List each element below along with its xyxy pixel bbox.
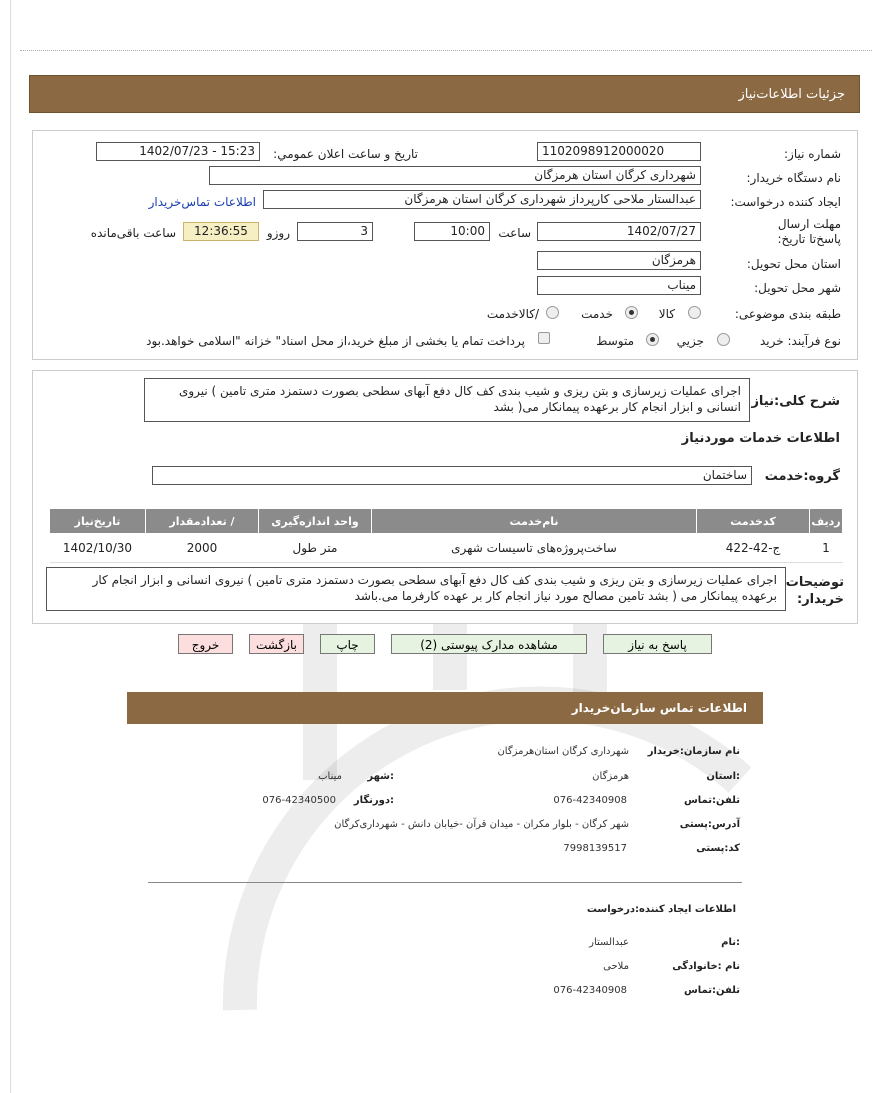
city-field: میناب bbox=[537, 276, 701, 295]
deadline-time-label: ساعت bbox=[498, 226, 531, 240]
category-option-goods-service: /کالاخدمت bbox=[486, 307, 539, 321]
process-radio-medium[interactable] bbox=[646, 333, 659, 346]
category-label: طبقه بندی موضوعی: bbox=[734, 307, 841, 321]
category-option-goods: کالا bbox=[658, 307, 675, 321]
creator-label: ايجاد كننده درخواست: bbox=[730, 195, 841, 209]
view-attachments-button[interactable]: مشاهده مدارک پیوستی (2) bbox=[391, 634, 587, 654]
creator-name-label: :نام bbox=[721, 937, 740, 948]
contact-divider bbox=[148, 882, 742, 883]
need-number-field: 1102098912000020 bbox=[537, 142, 701, 161]
exit-button[interactable]: خروج bbox=[178, 634, 233, 654]
category-radio-goods-service[interactable] bbox=[546, 306, 559, 319]
col-unit: واحد اندازه‌گیری bbox=[259, 509, 372, 534]
creator-section-title: اطلاعات ایجاد کننده:درخواست bbox=[586, 904, 736, 915]
postal-code-value: 7998139517 bbox=[563, 843, 627, 854]
buyer-notes-box: اجرای عملیات زیرسازی و بتن ریزی و شیب بندی کف کال دفع آبهای سطحی بصورت دستمزد متری تامین ) نیروی انسانی و ابزار انجام کار برعهده پیمانکار می ( بشد تامین مصالح مورد نیاز انجام کار بر عهده کارفرما می.باشد bbox=[46, 567, 786, 611]
page-top-divider bbox=[20, 50, 872, 51]
buyer-label: نام دستگاه خريدار: bbox=[746, 171, 841, 185]
province-label: استان محل تحویل: bbox=[746, 257, 841, 271]
need-number-label: شماره نیاز: bbox=[784, 147, 841, 161]
category-radio-goods[interactable] bbox=[688, 306, 701, 319]
category-radio-service[interactable] bbox=[625, 306, 638, 319]
process-label: نوع فرآیند: خرید bbox=[760, 334, 841, 348]
city-label: شهر محل تحویل: bbox=[754, 281, 841, 295]
col-service-code: کدخدمت bbox=[697, 509, 810, 534]
contact-province-value: هرمزگان bbox=[592, 771, 629, 782]
org-value: شهرداری کرگان استان‌هرمزگان bbox=[497, 746, 629, 757]
deadline-label: مهلت ارسال پاسخ‌تا تاریخ: bbox=[777, 217, 841, 246]
buyer-contact-header bbox=[127, 692, 763, 724]
service-group-label: گروه:خدمت bbox=[764, 469, 840, 484]
services-table-header bbox=[50, 509, 843, 534]
back-button[interactable]: بازگشت bbox=[249, 634, 304, 654]
page-left-border bbox=[10, 0, 11, 1093]
deadline-date-field: 1402/07/27 bbox=[537, 222, 701, 241]
postal-code-label: کد:پستی bbox=[696, 843, 740, 854]
process-option-minor: جزیي bbox=[676, 334, 704, 348]
services-table bbox=[49, 508, 843, 563]
announce-field: 1402/07/23 - 15:23 bbox=[96, 142, 260, 161]
creator-phone-label: تلفن:تماس bbox=[683, 985, 740, 996]
col-row-number: ردیف bbox=[810, 509, 843, 534]
address-label: آدرس:پستی bbox=[679, 819, 740, 830]
creator-family-label: نام :خانوادگی bbox=[672, 961, 740, 972]
deadline-time-field: 10:00 bbox=[414, 222, 490, 241]
services-section-title: اطلاعات خدمات موردنیاز bbox=[681, 431, 840, 446]
creator-name-value: عبدالستار bbox=[589, 937, 629, 948]
buyer-notes-label: توضیحات خریدار: bbox=[785, 575, 844, 607]
address-value: شهر کرگان - بلوار مکران - میدان قرآن -خیابان دانش - شهرداری‌کرگان bbox=[334, 819, 629, 830]
col-quantity: / تعدادمقدار bbox=[146, 509, 259, 534]
page-header-bar bbox=[29, 75, 860, 113]
province-field: هرمزگان bbox=[537, 251, 701, 270]
creator-family-value: ملاحی bbox=[603, 961, 629, 972]
creator-field: عبدالستار ملاحی کارپرداز شهرداری کرگان استان هرمزگان bbox=[263, 190, 701, 209]
print-button[interactable]: چاپ bbox=[320, 634, 375, 654]
reply-to-need-button[interactable]: پاسخ به نیاز bbox=[603, 634, 712, 654]
contact-city-value: میناب bbox=[318, 771, 342, 782]
contact-province-label: :استان bbox=[706, 771, 740, 782]
cell-row-number: 1 bbox=[810, 534, 843, 563]
col-need-date: تاریخ‌نیاز bbox=[50, 509, 146, 534]
creator-phone-value: 076-42340908 bbox=[553, 985, 627, 996]
remaining-time-counter: 12:36:55 bbox=[183, 222, 259, 241]
days-label: روزو bbox=[266, 226, 290, 240]
process-radio-minor[interactable] bbox=[717, 333, 730, 346]
col-service-name: نام‌خدمت bbox=[372, 509, 697, 534]
cell-unit: متر طول bbox=[259, 534, 372, 563]
summary-label: شرح کلی:نیاز bbox=[751, 394, 840, 409]
days-field: 3 bbox=[297, 222, 373, 241]
contact-fax-label: :دورنگار bbox=[353, 795, 394, 806]
buyer-contact-title: اطلاعات تماس سازمان‌خریدار bbox=[571, 701, 747, 715]
announce-label: تاریخ و ساعت اعلان عمومي: bbox=[273, 147, 418, 161]
buyer-contact-link[interactable]: اطلاعات تماس‌خريدار bbox=[148, 195, 256, 209]
table-row bbox=[50, 534, 843, 563]
treasury-payment-text: پرداخت تمام يا بخشی از مبلغ خريد،از محل اسناد" خزانه "اسلامی خواهد.بود bbox=[146, 334, 525, 348]
cell-service-name: ساخت‌پروژه‌های تاسیسات شهری bbox=[372, 534, 697, 563]
page-header-title: جزئیات اطلاعات‌نیاز bbox=[738, 87, 845, 102]
contact-city-label: :شهر bbox=[367, 771, 394, 782]
org-label: نام سازمان:خریدار bbox=[647, 746, 740, 757]
contact-phone-value: 076-42340908 bbox=[553, 795, 627, 806]
cell-need-date: 1402/10/30 bbox=[50, 534, 146, 563]
remaining-time-label: ساعت باقی‌مانده bbox=[90, 226, 176, 240]
contact-fax-value: 076-42340500 bbox=[262, 795, 336, 806]
cell-service-code: ج-42-422 bbox=[697, 534, 810, 563]
cell-quantity: 2000 bbox=[146, 534, 259, 563]
service-group-field: ساختمان bbox=[152, 466, 752, 485]
buyer-field: شهرداری کرگان استان هرمزگان bbox=[209, 166, 701, 185]
process-option-medium: متوسط bbox=[596, 334, 634, 348]
category-option-service: خدمت bbox=[581, 307, 613, 321]
summary-text-box: اجرای عملیات زیرسازی و بتن ریزی و شیب بندی کف کال دفع آبهای سطحی بصورت دستمزد متری تامین ) نیروی انسانی و ابزار انجام کار برعهده پیمانکار می( بشد bbox=[144, 378, 750, 422]
contact-phone-label: تلفن:تماس bbox=[683, 795, 740, 806]
treasury-payment-checkbox[interactable] bbox=[538, 332, 550, 344]
need-info-panel bbox=[32, 130, 858, 360]
